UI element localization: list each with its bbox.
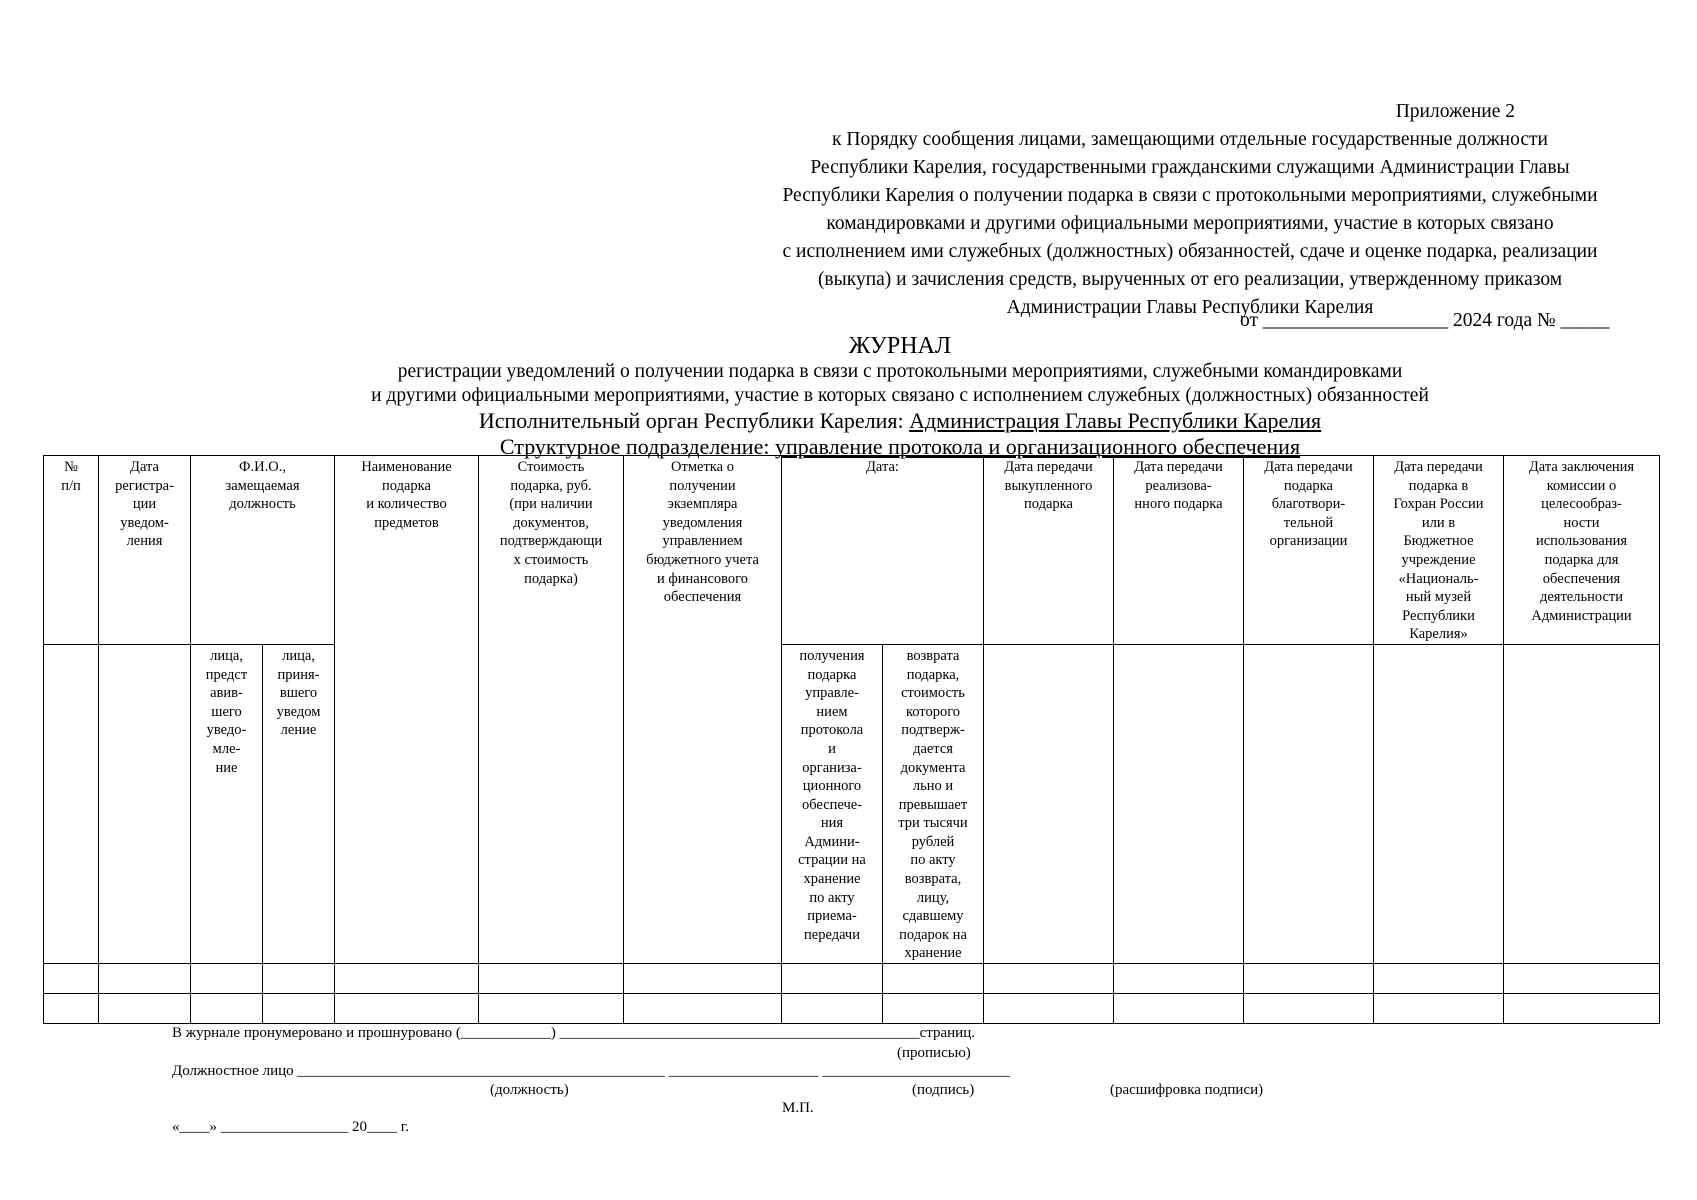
appendix-line: Республики Карелия о получении подарка в связи с протокольными мероприятиями, служебными <box>782 185 1598 206</box>
header-mark: Отметка о получении экземпляра уведомления управлением бюджетного учета и финансового обеспечения <box>624 456 782 964</box>
subheader-empty <box>1504 644 1660 963</box>
subheader-fio-presenter: лица, предст авив- шего уведо- мле- ние <box>191 644 263 963</box>
header-commission: Дата заключения комиссии о целесообраз- ности использования подарка для обеспечения деятельности Администрации <box>1504 456 1660 645</box>
department-value: управление протокола и организационного обеспечения <box>774 434 1301 459</box>
header-fio: Ф.И.О., замещаемая должность <box>191 456 335 645</box>
header-date: Дата: <box>782 456 984 645</box>
order-date-line: от ___________________ 2024 года № _____ <box>1240 310 1610 331</box>
subheader-empty <box>44 644 99 963</box>
appendix-line: Республики Карелия, государственными гражданскими служащими Администрации Главы <box>810 157 1570 178</box>
subheader-empty <box>1374 644 1504 963</box>
table-header-row <box>44 456 1660 645</box>
official-line: Должностное лицо _________________________________________________ ____________________ _________________________ <box>172 1063 1010 1079</box>
subheader-fio-receiver: лица, приня- вшего уведом ление <box>263 644 335 963</box>
journal-title: ЖУРНАЛ <box>848 333 952 359</box>
table-row <box>44 994 1660 1024</box>
table-subheader-row <box>44 644 1660 963</box>
subheader-empty <box>984 644 1114 963</box>
signature-decoding-caption: (расшифровка подписи) <box>1110 1082 1264 1098</box>
appendix-line: командировками и другими официальными мероприятиями, участие в которых связано <box>826 213 1554 234</box>
executive-body-value: Администрация Главы Республики Карелия <box>909 408 1322 433</box>
table-row <box>44 964 1660 994</box>
appendix-block <box>700 98 1680 322</box>
pages-count-line: В журнале пронумеровано и прошнуровано (____________) ________________________________________________страниц. <box>172 1025 975 1041</box>
subheader-empty <box>1244 644 1374 963</box>
appendix-line: (выкупа) и зачисления средств, вырученных от его реализации, утвержденному приказом <box>817 269 1563 290</box>
stamp-label: М.П. <box>782 1100 814 1116</box>
journal-subtitle: регистрации уведомлений о получении подарка в связи с протокольными мероприятиями, служебными командировками <box>397 361 1403 382</box>
header-charity: Дата передачи подарка благотвори- тельной организации <box>1244 456 1374 645</box>
position-caption: (должность) <box>490 1082 569 1098</box>
subheader-empty <box>1114 644 1244 963</box>
header-buyout: Дата передачи выкупленного подарка <box>984 456 1114 645</box>
header-num: № п/п <box>44 456 99 645</box>
header-gift-name: Наименование подарка и количество предметов <box>335 456 479 964</box>
journal-heading <box>0 332 1697 460</box>
subheader-date-returned: возврата подарка, стоимость которого подтверж- дается документа льно и превышает три тысячи рублей по акту возврата, лицу, сдавшему подарок на хранение <box>883 644 984 963</box>
appendix-title: Приложение 2 <box>1395 101 1515 122</box>
appendix-line: Администрации Главы Республики Карелия <box>1006 297 1374 318</box>
header-gokhran: Дата передачи подарка в Гохран России или в Бюджетное учреждение «Националь- ный музей Республики Карелия» <box>1374 456 1504 645</box>
journal-subtitle: и другими официальными мероприятиями, участие в которых связано с исполнением служебных (должностных) обязанностей <box>371 385 1429 406</box>
appendix-line: с исполнением ими служебных (должностных) обязанностей, сдаче и оценке подарка, реализации <box>782 241 1598 262</box>
executive-body-line <box>0 408 1697 434</box>
header-cost: Стоимость подарка, руб. (при наличии документов, подтверждающи х стоимость подарка) <box>479 456 624 964</box>
executive-body-label: Исполнительный орган Республики Карелия: <box>478 408 910 433</box>
subheader-date-received: получения подарка управле- нием протокола и организа- ционного обеспече- ния Админи- страции на хранение по акту приема- передачи <box>782 644 883 963</box>
subheader-empty <box>99 644 191 963</box>
pages-caption: (прописью) <box>897 1045 971 1061</box>
appendix-line: к Порядку сообщения лицами, замещающими отдельные государственные должности <box>832 129 1548 150</box>
signature-caption: (подпись) <box>912 1082 975 1098</box>
department-label: Структурное подразделение: <box>499 434 775 459</box>
footer-date-line: «____» _________________ 20____ г. <box>172 1119 409 1135</box>
journal-table <box>43 455 1660 1024</box>
header-realized: Дата передачи реализова- нного подарка <box>1114 456 1244 645</box>
header-reg-date: Дата регистра- ции уведом- ления <box>99 456 191 645</box>
